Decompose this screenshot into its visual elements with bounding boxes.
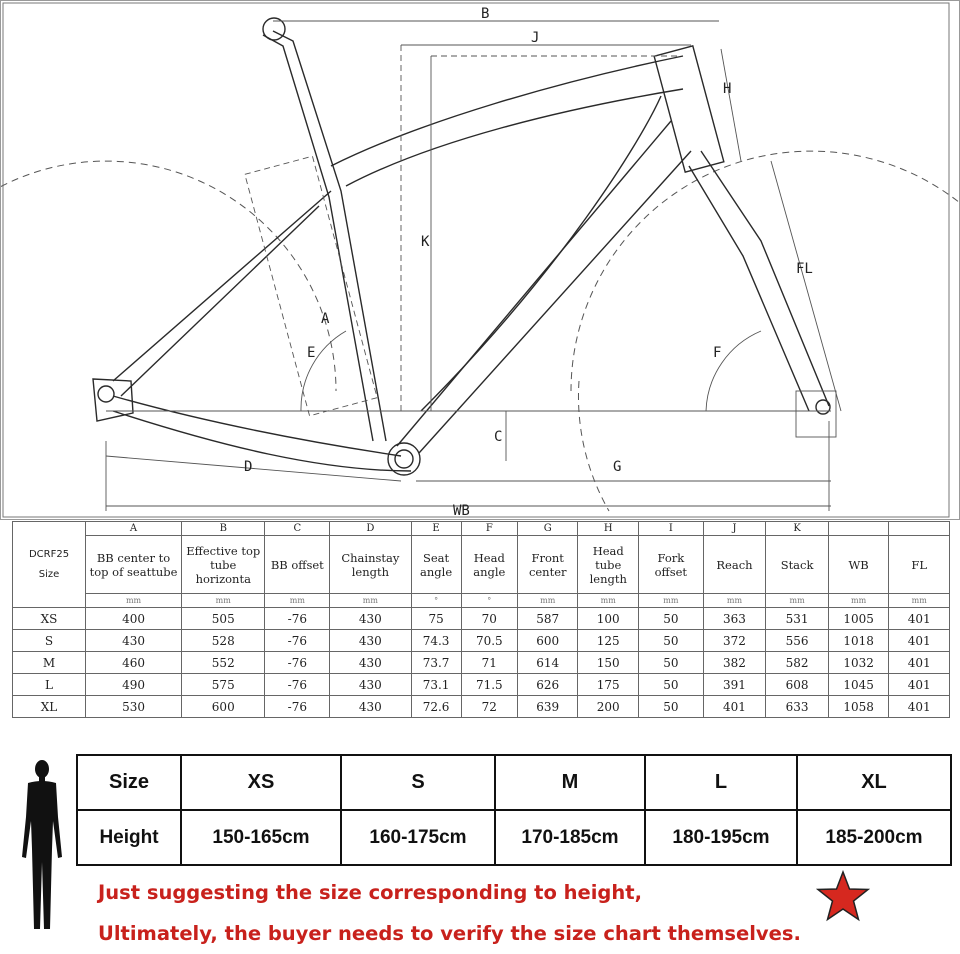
spec-title-cell <box>13 522 86 608</box>
seat-tube <box>273 31 386 441</box>
spec-value-cell: 50 <box>639 674 704 696</box>
spec-table-body <box>13 522 950 718</box>
spec-col-header: BB offset <box>265 536 330 594</box>
spec-col-header: Effective top tube horizonta <box>182 536 265 594</box>
spec-value-cell: -76 <box>265 630 330 652</box>
chain-stay-lower <box>113 411 411 471</box>
height-range-row <box>77 810 951 865</box>
spec-col-unit: mm <box>578 594 639 608</box>
spec-value-cell: 639 <box>517 696 578 718</box>
spec-value-cell: 401 <box>889 608 950 630</box>
spec-value-cell: 600 <box>517 630 578 652</box>
height-table-body <box>77 755 951 865</box>
spec-value-cell: 74.3 <box>411 630 461 652</box>
spec-col-unit: ° <box>461 594 517 608</box>
spec-value-cell: 430 <box>330 696 411 718</box>
dim-label-f: F <box>713 345 722 361</box>
dim-label-k: K <box>421 234 430 250</box>
spec-value-cell: -76 <box>265 608 330 630</box>
spec-value-cell: 1032 <box>828 652 889 674</box>
spec-value-cell: 401 <box>889 630 950 652</box>
dim-label-wb: WB <box>453 503 470 519</box>
spec-value-cell: 72 <box>461 696 517 718</box>
spec-value-cell: 50 <box>639 696 704 718</box>
spec-value-cell: 363 <box>703 608 766 630</box>
down-tube-rib <box>421 96 661 411</box>
spec-value-cell: 71.5 <box>461 674 517 696</box>
frame-outline <box>1 3 959 517</box>
height-size-cell: XL <box>797 755 951 810</box>
spec-value-cell: -76 <box>265 652 330 674</box>
spec-value-cell: 552 <box>182 652 265 674</box>
height-range-cell: 150-165cm <box>181 810 341 865</box>
spec-col-letter: I <box>639 522 704 536</box>
spec-col-unit: mm <box>889 594 950 608</box>
size-note-line2: Ultimately, the buyer needs to verify the size chart themselves. <box>98 922 801 945</box>
height-size-cell: XS <box>181 755 341 810</box>
spec-value-cell: 460 <box>86 652 182 674</box>
spec-value-cell: 391 <box>703 674 766 696</box>
spec-value-cell: 430 <box>86 630 182 652</box>
spec-value-cell: 200 <box>578 696 639 718</box>
height-range-cell: 185-200cm <box>797 810 951 865</box>
frame-diagram <box>1 1 959 519</box>
front-wheel-arc <box>571 151 959 391</box>
chain-stay <box>113 396 401 456</box>
spec-value-cell: 430 <box>330 674 411 696</box>
spec-value-cell: 582 <box>766 652 829 674</box>
spec-size-cell: L <box>13 674 86 696</box>
size-note-line1: Just suggesting the size corresponding to height, <box>98 881 643 904</box>
spec-value-cell: 1058 <box>828 696 889 718</box>
spec-col-letter <box>828 522 889 536</box>
spec-value-cell: -76 <box>265 696 330 718</box>
spec-col-letter: G <box>517 522 578 536</box>
spec-col-letter: J <box>703 522 766 536</box>
spec-row-s <box>13 630 950 652</box>
height-range-cell: 180-195cm <box>645 810 797 865</box>
spec-value-cell: 401 <box>703 696 766 718</box>
height-range-cell: 170-185cm <box>495 810 645 865</box>
geometry-spec-table <box>12 521 950 718</box>
spec-value-cell: 1018 <box>828 630 889 652</box>
spec-col-header: Head angle <box>461 536 517 594</box>
spec-col-unit: mm <box>703 594 766 608</box>
dim-line-fl <box>771 161 841 411</box>
seat-stay-inner <box>121 206 319 396</box>
spec-col-unit: mm <box>182 594 265 608</box>
spec-col-letter: A <box>86 522 182 536</box>
spec-unit-row <box>13 594 950 608</box>
spec-value-cell: 150 <box>578 652 639 674</box>
down-tube <box>419 151 691 453</box>
star-icon <box>816 870 870 922</box>
dim-label-j: J <box>531 30 540 46</box>
spec-value-cell: 633 <box>766 696 829 718</box>
spec-value-cell: 430 <box>330 630 411 652</box>
spec-row-xl <box>13 696 950 718</box>
spec-value-cell: 70.5 <box>461 630 517 652</box>
spec-value-cell: 505 <box>182 608 265 630</box>
fork-blade <box>701 151 829 406</box>
height-size-cell: M <box>495 755 645 810</box>
head-angle-arc <box>706 331 761 411</box>
spec-value-cell: 401 <box>889 696 950 718</box>
spec-col-letter: F <box>461 522 517 536</box>
spec-size-label: Size <box>38 568 60 580</box>
spec-col-letter: K <box>766 522 829 536</box>
front-axle <box>816 400 830 414</box>
spec-value-cell: 400 <box>86 608 182 630</box>
height-size-cell: L <box>645 755 797 810</box>
height-label: Height <box>77 810 181 865</box>
spec-value-cell: 372 <box>703 630 766 652</box>
spec-col-unit: mm <box>517 594 578 608</box>
spec-size-cell: XL <box>13 696 86 718</box>
spec-value-cell: 600 <box>182 696 265 718</box>
spec-model: DCRF25 <box>28 548 70 560</box>
rear-wheel-arc <box>1 161 336 391</box>
spec-value-cell: 1005 <box>828 608 889 630</box>
front-wheel-lower-arc <box>578 381 609 511</box>
spec-value-cell: 125 <box>578 630 639 652</box>
spec-value-cell: 528 <box>182 630 265 652</box>
spec-value-cell: 608 <box>766 674 829 696</box>
height-size-cell: S <box>341 755 495 810</box>
spec-col-header: BB center to top of seattube <box>86 536 182 594</box>
spec-col-header: Stack <box>766 536 829 594</box>
spec-col-unit: mm <box>828 594 889 608</box>
spec-value-cell: 382 <box>703 652 766 674</box>
spec-col-header: Seat angle <box>411 536 461 594</box>
bottom-bracket <box>388 443 420 475</box>
drawing-border <box>3 3 949 517</box>
dimension-labels <box>244 6 813 519</box>
dim-line-h <box>721 49 741 161</box>
spec-value-cell: 614 <box>517 652 578 674</box>
height-range-cell: 160-175cm <box>341 810 495 865</box>
height-size-row <box>77 755 951 810</box>
spec-col-header: Head tube length <box>578 536 639 594</box>
seat-stay <box>113 191 331 381</box>
spec-value-cell: 1045 <box>828 674 889 696</box>
dim-label-h: H <box>723 81 732 97</box>
spec-value-cell: 75 <box>411 608 461 630</box>
spec-value-cell: 175 <box>578 674 639 696</box>
spec-value-cell: 50 <box>639 608 704 630</box>
dim-label-d: D <box>244 459 253 475</box>
spec-col-header: Fork offset <box>639 536 704 594</box>
height-size-table <box>76 754 952 866</box>
spec-value-cell: 50 <box>639 630 704 652</box>
spec-value-cell: 490 <box>86 674 182 696</box>
spec-col-letter: D <box>330 522 411 536</box>
spec-row-xs <box>13 608 950 630</box>
spec-value-cell: 401 <box>889 652 950 674</box>
spec-col-letter: H <box>578 522 639 536</box>
spec-value-cell: 556 <box>766 630 829 652</box>
spec-value-cell: 73.7 <box>411 652 461 674</box>
spec-value-cell: 72.6 <box>411 696 461 718</box>
spec-value-cell: 430 <box>330 652 411 674</box>
spec-col-letter: E <box>411 522 461 536</box>
spec-value-cell: 531 <box>766 608 829 630</box>
spec-col-letter <box>889 522 950 536</box>
spec-col-header: Reach <box>703 536 766 594</box>
dim-label-a: A <box>321 311 330 327</box>
spec-col-unit: mm <box>639 594 704 608</box>
spec-col-unit: mm <box>265 594 330 608</box>
spec-col-letter: B <box>182 522 265 536</box>
person-silhouette-icon <box>18 757 66 933</box>
spec-header-row <box>13 536 950 594</box>
spec-col-unit: ° <box>411 594 461 608</box>
spec-size-cell: M <box>13 652 86 674</box>
seat-tube-inner <box>263 35 373 441</box>
spec-col-header: Chainstay length <box>330 536 411 594</box>
down-tube-inner <box>397 121 671 446</box>
rear-axle <box>98 386 114 402</box>
spec-value-cell: 70 <box>461 608 517 630</box>
dim-label-g: G <box>613 459 622 475</box>
fork-blade-inner <box>689 166 809 411</box>
spec-value-cell: 587 <box>517 608 578 630</box>
dim-label-fl: FL <box>796 261 813 277</box>
spec-row-m <box>13 652 950 674</box>
spec-size-cell: S <box>13 630 86 652</box>
spec-value-cell: 575 <box>182 674 265 696</box>
spec-value-cell: 401 <box>889 674 950 696</box>
dim-label-e: E <box>307 345 316 361</box>
bottom-bracket-inner <box>395 450 413 468</box>
front-hub-box <box>796 391 836 437</box>
spec-col-letter: C <box>265 522 330 536</box>
spec-value-cell: 530 <box>86 696 182 718</box>
spec-col-header: Front center <box>517 536 578 594</box>
spec-value-cell: 430 <box>330 608 411 630</box>
height-size-label: Size <box>77 755 181 810</box>
spec-value-cell: 71 <box>461 652 517 674</box>
spec-value-cell: -76 <box>265 674 330 696</box>
spec-col-unit: mm <box>330 594 411 608</box>
spec-col-header: FL <box>889 536 950 594</box>
spec-col-unit: mm <box>86 594 182 608</box>
top-tube <box>331 56 683 166</box>
spec-value-cell: 100 <box>578 608 639 630</box>
spec-letter-row <box>13 522 950 536</box>
spec-row-l <box>13 674 950 696</box>
spec-value-cell: 50 <box>639 652 704 674</box>
spec-value-cell: 73.1 <box>411 674 461 696</box>
spec-value-cell: 626 <box>517 674 578 696</box>
spec-col-unit: mm <box>766 594 829 608</box>
spec-col-header: WB <box>828 536 889 594</box>
dim-label-b: B <box>481 6 490 22</box>
seat-angle-arc <box>301 331 346 411</box>
dim-label-c: C <box>494 429 503 445</box>
spec-size-cell: XS <box>13 608 86 630</box>
